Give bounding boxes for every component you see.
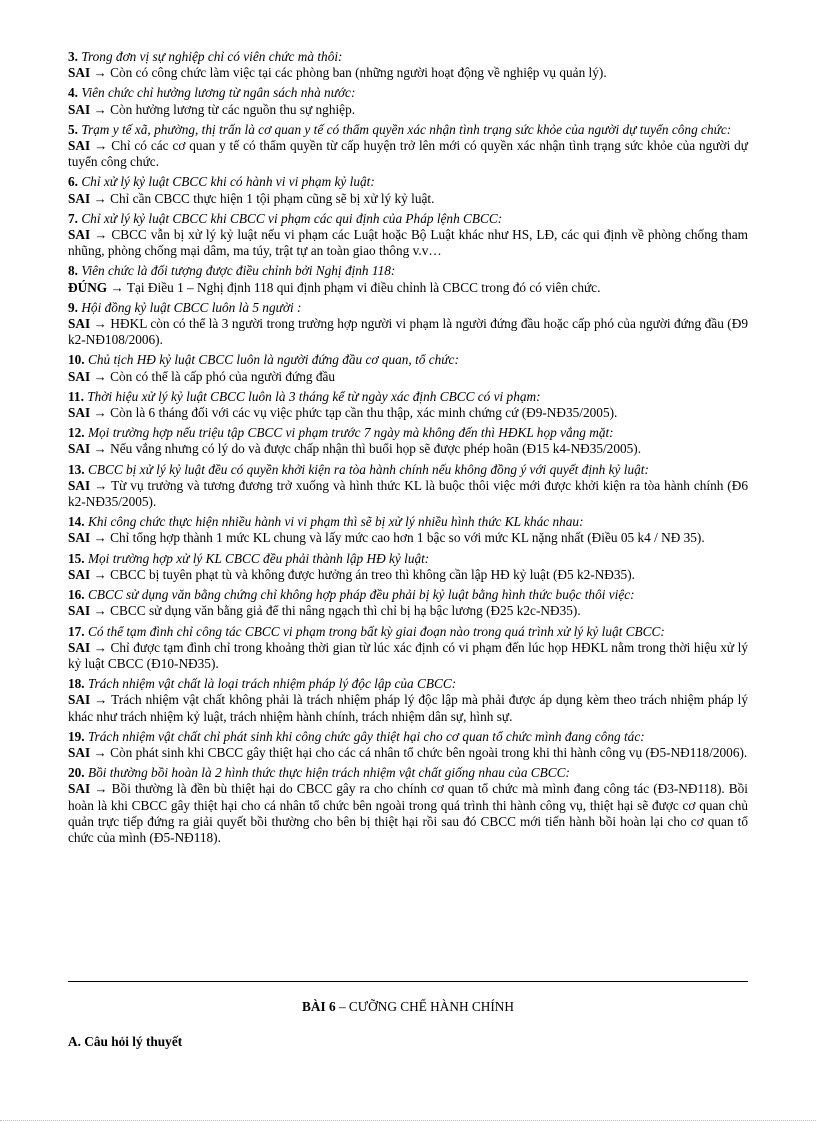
section-name: CƯỠNG CHẾ HÀNH CHÍNH — [348, 999, 514, 1014]
answer-text: CBCC sử dụng văn bằng giả để thi nâng ngạch thì chỉ bị hạ bậc lương (Đ25 k2c-NĐ35). — [110, 603, 581, 619]
qa-item — [68, 729, 748, 761]
arrow-icon: → — [93, 530, 107, 546]
arrow-icon: → — [93, 405, 107, 421]
question — [68, 765, 748, 781]
answer-text: Còn phát sinh khi CBCC gây thiệt hại cho các cá nhân tổ chức bên ngoài trong khi thi hành công vụ (Đ5-NĐ118/2006). — [110, 744, 748, 760]
qa-item — [68, 587, 748, 619]
answer-verdict: SAI — [68, 65, 91, 81]
section-divider — [68, 981, 748, 982]
answer-verdict: SAI — [68, 101, 91, 117]
question-text: Hội đồng kỷ luật CBCC luôn là 5 người : — [81, 299, 302, 315]
arrow-icon: → — [93, 190, 107, 206]
qa-item — [68, 300, 748, 349]
qa-item — [68, 425, 748, 457]
answer-verdict: SAI — [68, 405, 91, 421]
answer-verdict: SAI — [68, 692, 91, 708]
question — [68, 514, 748, 530]
answer-text: Còn có thể là cấp phó của người đứng đầu — [110, 368, 336, 384]
question-number: 9. — [68, 299, 78, 315]
arrow-icon: → — [94, 227, 108, 243]
question-text: Viên chức chỉ hưởng lương từ ngân sách nhà nước: — [81, 85, 356, 101]
question-number: 4. — [68, 85, 78, 101]
answer-verdict: SAI — [68, 227, 91, 243]
answer — [68, 138, 748, 170]
answer-text: Còn hưởng lương từ các nguồn thu sự nghiệp. — [110, 101, 356, 117]
answer-text: Tại Điều 1 – Nghị định 118 qui định phạm vi điều chỉnh là CBCC trong đó có viên chức. — [126, 279, 601, 295]
answer-verdict: SAI — [68, 138, 91, 154]
question — [68, 263, 748, 279]
arrow-icon: → — [110, 279, 124, 295]
answer-text: Từ vụ trưởng và tương đương trở xuống và hình thức KL là buộc thôi việc mới được khởi kiện ra tòa hành chính (Đ6 k2-NĐ35/2005). — [68, 477, 748, 510]
answer-text: Chỉ tổng hợp thành 1 mức KL chung và lấy mức cao hơn 1 bậc so với mức KL nặng nhất (Điều 05 k4 / NĐ 35). — [110, 530, 705, 546]
answer — [68, 781, 748, 846]
question-number: 12. — [68, 425, 85, 441]
question-number: 15. — [68, 550, 85, 566]
question-number: 11. — [68, 388, 84, 404]
answer-verdict: SAI — [68, 639, 91, 655]
answer — [68, 603, 748, 619]
qa-item — [68, 174, 748, 206]
question-text: Bồi thường bồi hoàn là 2 hình thức thực hiện trách nhiệm vật chất giống nhau của CBCC: — [87, 765, 570, 781]
qa-item — [68, 551, 748, 583]
question — [68, 174, 748, 190]
qa-item — [68, 624, 748, 673]
answer — [68, 441, 748, 457]
question-text: Trách nhiệm vật chất là loại trách nhiệm pháp lý độc lập của CBCC: — [87, 676, 457, 692]
arrow-icon: → — [94, 138, 108, 154]
question-text: Trách nhiệm vật chất chỉ phát sinh khi công chức gây thiệt hại cho cơ quan tổ chức mình đang công tác: — [87, 728, 645, 744]
arrow-icon: → — [93, 101, 107, 117]
section-dash: – — [338, 999, 346, 1014]
qa-item — [68, 352, 748, 384]
question — [68, 462, 748, 478]
arrow-icon: → — [93, 639, 107, 655]
question-text: Chỉ xử lý kỷ luật CBCC khi CBCC vi phạm các qui định của Pháp lệnh CBCC: — [81, 210, 503, 226]
question — [68, 676, 748, 692]
answer — [68, 405, 748, 421]
section-number: BÀI 6 — [301, 999, 336, 1014]
answer-verdict: SAI — [68, 316, 91, 332]
qa-item — [68, 462, 748, 511]
question-number: 18. — [68, 676, 85, 692]
answer-text: Còn là 6 tháng đối với các vụ việc phức tạp cần thu thập, xác minh chứng cứ (Đ9-NĐ35/2005). — [110, 405, 618, 421]
answer-verdict: SAI — [68, 530, 91, 546]
answer-text: Chỉ cần CBCC thực hiện 1 tội phạm cũng sẽ bị xử lý kỷ luật. — [110, 190, 435, 206]
answer — [68, 692, 748, 724]
qa-item — [68, 676, 748, 725]
qa-item — [68, 49, 748, 81]
answer-text: Trách nhiệm vật chất không phải là trách nhiệm pháp lý độc lập mà phải được áp dụng kèm theo trách nhiệm pháp lý khác như trách nhiệm kỷ luật, trách nhiệm hành chính, trách nhiệm dân sự, hình sự. — [68, 692, 748, 724]
answer-text: Chỉ có các cơ quan y tế có thẩm quyền từ cấp huyện trở lên mới có quyền xác nhận tình trạng sức khỏe của người dự tuyển công chức. — [68, 138, 749, 170]
question-text: Trong đơn vị sự nghiệp chỉ có viên chức mà thôi: — [81, 49, 343, 64]
section-title — [68, 999, 748, 1015]
question — [68, 300, 748, 316]
question — [68, 352, 748, 368]
arrow-icon: → — [93, 441, 107, 457]
question-number: 19. — [68, 728, 85, 744]
answer-text: Chỉ được tạm đình chỉ trong khoảng thời gian từ lúc xác định có vi phạm đến lúc họp HĐKL nằm trong thời hiệu xử lý kỷ luật CBCC (Đ10-NĐ35). — [68, 639, 748, 671]
question-text: CBCC sử dụng văn bằng chứng chỉ không hợp pháp đều phải bị kỷ luật bằng hình thức buộc thôi việc: — [87, 587, 635, 603]
question-number: 10. — [68, 352, 85, 368]
answer-verdict: SAI — [68, 368, 91, 384]
question-number: 6. — [68, 174, 78, 190]
question-text: Chủ tịch HĐ kỷ luật CBCC luôn là người đứng đầu cơ quan, tổ chức: — [87, 352, 459, 368]
question-text: Viên chức là đối tượng được điều chỉnh bởi Nghị định 118: — [81, 263, 396, 279]
answer — [68, 530, 748, 546]
answer — [68, 640, 748, 672]
answer-verdict: ĐÚNG — [68, 279, 108, 295]
arrow-icon: → — [94, 781, 108, 797]
answer-text: Còn có công chức làm việc tại các phòng ban (những người hoạt động về nghiệp vụ quản lý). — [110, 65, 607, 81]
answer — [68, 369, 748, 385]
question-text: Mọi trường hợp xử lý KL CBCC đều phải thành lập HĐ kỷ luật: — [87, 550, 430, 566]
question-number: 7. — [68, 210, 78, 226]
arrow-icon: → — [93, 744, 107, 760]
answer-text: CBCC bị tuyên phạt tù và không được hưởng án treo thì không cần lập HĐ kỷ luật (Đ5 k2-NĐ35). — [110, 566, 635, 582]
question-number: 20. — [68, 765, 85, 781]
qa-item — [68, 211, 748, 260]
question-text: Thời hiệu xử lý kỷ luật CBCC luôn là 3 tháng kể từ ngày xác định CBCC có vi phạm: — [87, 388, 541, 404]
answer-verdict: SAI — [68, 477, 91, 493]
answer — [68, 745, 748, 761]
qa-item — [68, 514, 748, 546]
answer-verdict: SAI — [68, 744, 91, 760]
question — [68, 389, 748, 405]
page-bottom-border — [0, 1120, 816, 1121]
question-number: 13. — [68, 461, 85, 477]
qa-item — [68, 263, 748, 295]
answer — [68, 102, 748, 118]
answer-verdict: SAI — [68, 190, 91, 206]
question-number: 16. — [68, 587, 85, 603]
answer — [68, 478, 748, 510]
arrow-icon: → — [94, 477, 108, 493]
qa-item — [68, 85, 748, 117]
question — [68, 587, 748, 603]
question-text: Có thể tạm đình chỉ công tác CBCC vi phạm trong bất kỳ giai đoạn nào trong quá trình xử lý kỷ luật CBCC: — [87, 623, 665, 639]
question-number: 17. — [68, 623, 85, 639]
question-text: Chỉ xử lý kỷ luật CBCC khi có hành vi vi phạm kỷ luật: — [81, 174, 375, 190]
question-text: CBCC bị xử lý kỷ luật đều có quyền khởi kiện ra tòa hành chính nếu không đồng ý với quyết định kỷ luật: — [87, 461, 649, 477]
arrow-icon: → — [93, 316, 107, 332]
answer — [68, 567, 748, 583]
question — [68, 49, 748, 65]
answer — [68, 316, 748, 348]
arrow-icon: → — [94, 692, 108, 708]
question — [68, 551, 748, 567]
answer-verdict: SAI — [68, 781, 91, 797]
question-text: Mọi trường hợp nếu triệu tập CBCC vi phạm trước 7 ngày mà không đến thì HĐKL họp vắng mặt: — [87, 425, 614, 441]
arrow-icon: → — [93, 65, 107, 81]
arrow-icon: → — [93, 368, 107, 384]
answer — [68, 227, 748, 259]
qa-item — [68, 765, 748, 846]
question — [68, 85, 748, 101]
answer-verdict: SAI — [68, 441, 91, 457]
question — [68, 211, 748, 227]
subsection-title: A. Câu hỏi lý thuyết — [68, 1034, 183, 1049]
qa-list — [68, 49, 748, 850]
answer — [68, 280, 748, 296]
question-number: 14. — [68, 514, 85, 530]
question-number: 5. — [68, 121, 78, 137]
question — [68, 425, 748, 441]
answer-text: Bồi thường là đền bù thiệt hại do CBCC gây ra cho chính cơ quan tổ chức mà mình đang công tác (Đ3-NĐ118). Bồi hoàn là khi CBCC gây thiệt hại cho cá nhân tổ chức bên ngoài trong quá trình thi hành công vụ, thiệt hại sẽ được cơ quan chủ quản trực tiếp đứng ra giải quyết bồi thường cho bên bị thiệt hại rồi sau đó CBCC mới tiến hành bồi hoàn lại cho cơ quan tổ chức của mình (Đ5-NĐ118). — [68, 781, 749, 845]
answer-text: HĐKL còn có thể là 3 người trong trường hợp người vi phạm là người đứng đầu hoặc cấp phó của người đứng đầu (Đ9 k2-NĐ108/2006). — [68, 316, 748, 348]
answer-verdict: SAI — [68, 603, 91, 619]
question — [68, 624, 748, 640]
question-number: 3. — [68, 49, 78, 64]
question — [68, 122, 748, 138]
answer-text: CBCC vẫn bị xử lý kỷ luật nếu vi phạm các Luật hoặc Bộ Luật khác như HS, LĐ, các qui định về phòng chống tham nhũng, phòng chống mại dâm, ma túy, trật tự an toàn giao thông v.v… — [68, 227, 748, 259]
arrow-icon: → — [93, 603, 107, 619]
answer — [68, 65, 748, 81]
question-number: 8. — [68, 263, 78, 279]
answer-text: Nếu vắng nhưng có lý do và được chấp nhận thì buổi họp sẽ được phép hoãn (Đ15 k4-NĐ35/2005). — [110, 441, 642, 457]
question — [68, 729, 748, 745]
question-text: Trạm y tế xã, phường, thị trấn là cơ quan y tế có thẩm quyền xác nhận tình trạng sức khỏe của người dự tuyển công chức: — [81, 121, 732, 137]
qa-item — [68, 389, 748, 421]
arrow-icon: → — [93, 566, 107, 582]
answer-verdict: SAI — [68, 566, 91, 582]
qa-item — [68, 122, 748, 171]
question-text: Khi công chức thực hiện nhiều hành vi vi phạm thì sẽ bị xử lý nhiều hình thức KL khác nhau: — [87, 514, 584, 530]
answer — [68, 191, 748, 207]
